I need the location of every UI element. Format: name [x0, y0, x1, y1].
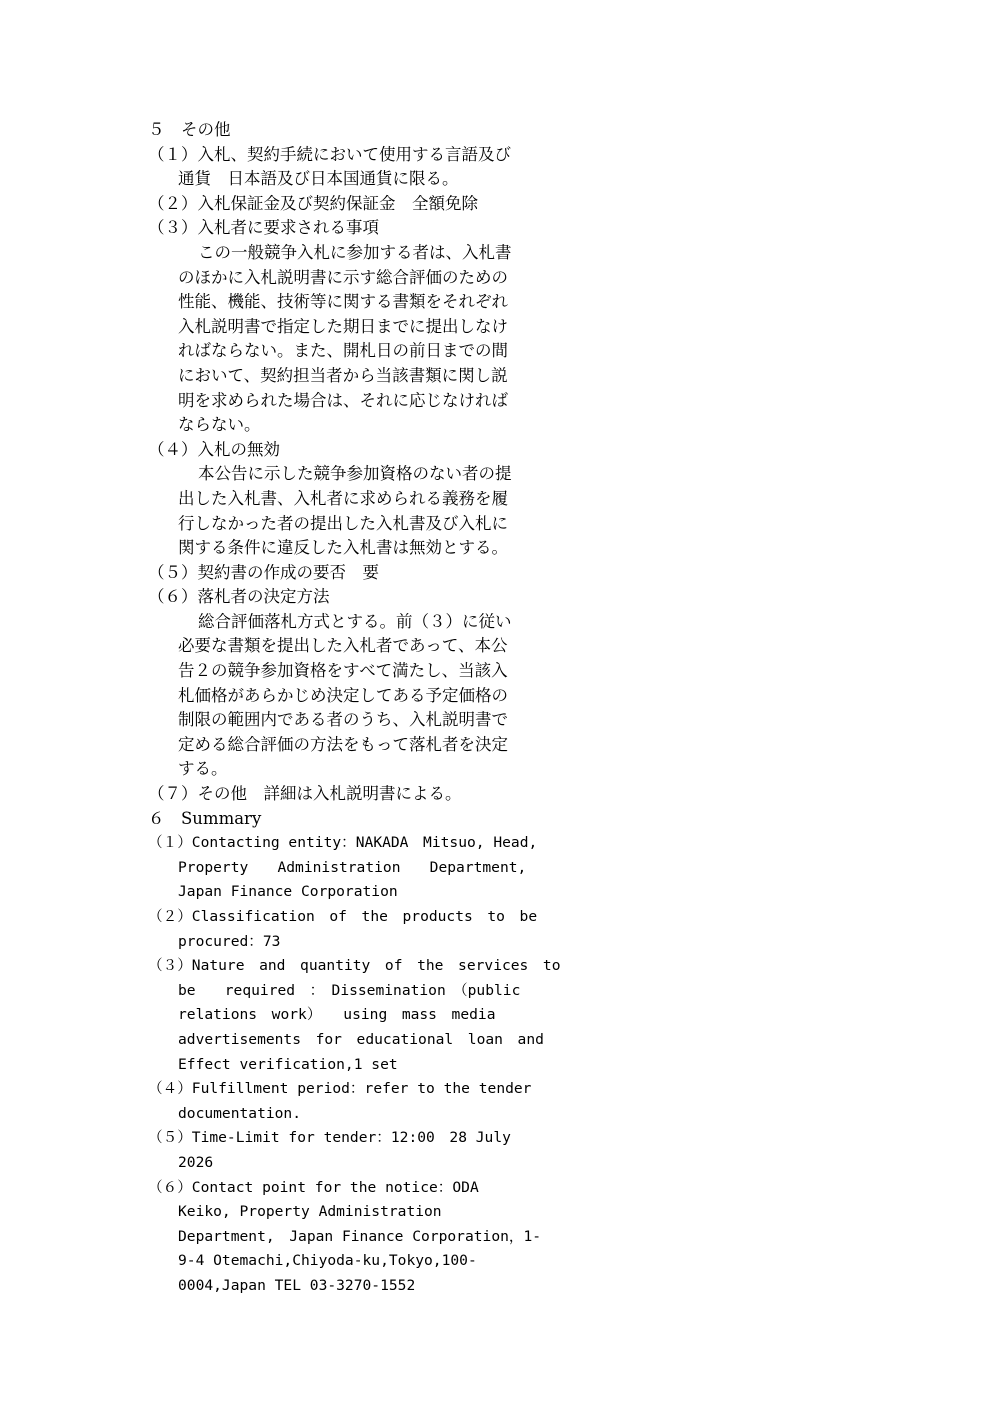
item-6-text: 告２の競争参加資格をすべて満たし、当該入	[178, 661, 508, 681]
item-1-heading: （１）入札、契約手続において使用する言語及び	[148, 144, 511, 164]
item-6-text: 総合評価落札方式とする。前（３）に従い	[198, 611, 512, 631]
summary-item-3-text: relations work） using mass media	[178, 1006, 496, 1024]
item-3-text: この一般競争入札に参加する者は、入札書	[198, 242, 512, 262]
summary-item-1-text: Property Administration Department,	[178, 858, 527, 876]
summary-item-2-text: procured：73	[178, 932, 281, 950]
item-3-text: 性能、機能、技術等に関する書類をそれぞれ	[178, 292, 508, 312]
item-6-text: 制限の範囲内である者のうち、入札説明書で	[178, 710, 508, 730]
summary-item-3-text: advertisements for educational loan and	[178, 1030, 544, 1048]
item-3-heading: （３）入札者に要求される事項	[148, 218, 379, 238]
item-6-heading: （６）落札者の決定方法	[148, 587, 330, 607]
item-5-heading: （５）契約書の作成の要否 要	[148, 562, 379, 582]
item-6-text: 定める総合評価の方法をもって落札者を決定	[178, 734, 508, 754]
summary-item-6-text: 9-4 Otemachi,Chiyoda-ku,Tokyo,100-	[178, 1252, 477, 1270]
item-6-text: する。	[178, 759, 228, 779]
item-4-text: 行しなかった者の提出した入札書及び入札に	[178, 513, 508, 533]
section-heading: ６ Summary	[148, 808, 262, 828]
summary-item-4: （４）Fulfillment period：refer to the tender	[148, 1080, 532, 1098]
item-3-text: において、契約担当者から当該書類に関し説	[178, 365, 508, 385]
item-6-text: 札価格があらかじめ決定してある予定価格の	[178, 685, 508, 705]
item-1-text: 通貨 日本語及び日本国通貨に限る。	[178, 169, 459, 189]
summary-item-3-text: be required ： Dissemination （public	[178, 981, 521, 999]
summary-item-3: （３）Nature and quantity of the services to	[148, 957, 561, 975]
summary-item-6: （６）Contact point for the notice：ODA	[148, 1178, 479, 1196]
item-2-heading: （２）入札保証金及び契約保証金 全額免除	[148, 193, 478, 213]
summary-item-6-text: Department, Japan Finance Corporation，1-	[178, 1227, 542, 1245]
summary-item-1: （１）Contacting entity：NAKADA Mitsuo, Head,	[148, 834, 538, 852]
item-3-text: 明を求められた場合は、それに応じなければ	[178, 390, 508, 410]
summary-item-3-text: Effect verification,1 set	[178, 1055, 398, 1073]
summary-item-6-text: 0004,Japan TEL 03-3270-1552	[178, 1276, 416, 1294]
summary-item-4-text: documentation.	[178, 1104, 302, 1122]
section-heading: ５ その他	[148, 120, 231, 139]
summary-item-6-text: Keiko, Property Administration	[178, 1203, 442, 1221]
item-6-text: 必要な書類を提出した入札者であって、本公	[178, 636, 508, 656]
item-3-text: 入札説明書で指定した期日までに提出しなけ	[178, 316, 508, 336]
summary-item-1-text: Japan Finance Corporation	[178, 883, 398, 901]
item-4-heading: （４）入札の無効	[148, 439, 280, 459]
summary-item-5-text: 2026	[178, 1153, 214, 1171]
item-4-text: 出した入札書、入札者に求められる義務を履	[178, 488, 508, 508]
item-4-text: 本公告に示した競争参加資格のない者の提	[198, 464, 512, 484]
item-7-heading: （７）その他 詳細は入札説明書による。	[148, 784, 462, 804]
item-3-text: のほかに入札説明書に示す総合評価のための	[178, 267, 508, 287]
summary-item-2: （２）Classification of the products to be	[148, 908, 538, 925]
notice-document	[148, 118, 561, 1299]
item-3-text: ならない。	[178, 415, 261, 435]
summary-item-5: （５）Time-Limit for tender：12:00 28 July	[148, 1129, 511, 1147]
item-3-text: ればならない。また、開札日の前日までの間	[178, 341, 508, 361]
item-4-text: 関する条件に違反した入札書は無効とする。	[178, 538, 508, 558]
